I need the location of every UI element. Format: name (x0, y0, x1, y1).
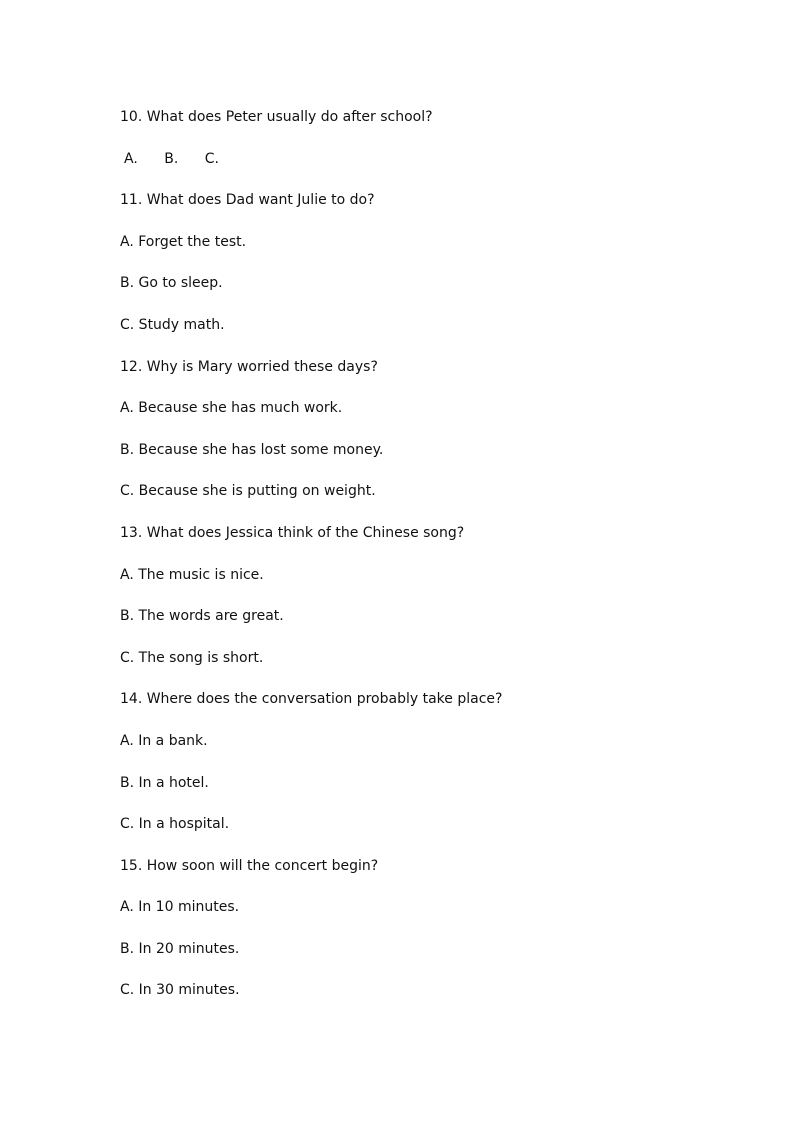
question-list (120, 106, 720, 1021)
question-10-text: 10. What does Peter usually do after school? (120, 109, 433, 125)
option-b: B. The words are great. (120, 608, 284, 625)
question-13-text: 13. What does Jessica think of the Chinese song? (120, 524, 465, 541)
option-b: B. In a hotel. (120, 774, 209, 791)
option-b: B. In 20 minutes. (120, 940, 240, 957)
option-a: A. The music is nice. (120, 566, 264, 583)
option-b: B. Go to sleep. (120, 275, 223, 292)
question-14-text: 14. Where does the conversation probably take place? (120, 691, 503, 708)
question-11-text: 11. What does Dad want Julie to do? (120, 192, 375, 209)
option-c: C. In 30 minutes. (120, 982, 240, 999)
option-a: A. Because she has much work. (120, 400, 343, 417)
option-b: B. Because she has lost some money. (120, 441, 384, 458)
option-a: A. (124, 150, 138, 167)
option-c: C. (204, 150, 219, 167)
option-c: C. In a hospital. (120, 816, 230, 833)
option-a: A. In a bank. (120, 732, 208, 749)
question-12-text: 12. Why is Mary worried these days? (120, 358, 378, 375)
option-a: A. In 10 minutes. (120, 899, 240, 916)
option-a: A. Forget the test. (120, 233, 247, 250)
question-10-options (120, 148, 720, 190)
option-c: C. The song is short. (120, 649, 264, 666)
option-b: B. (164, 150, 179, 167)
question-15-text: 15. How soon will the concert begin? (120, 857, 379, 874)
option-c: C. Study math. (120, 316, 225, 333)
option-c: C. Because she is putting on weight. (120, 483, 376, 500)
